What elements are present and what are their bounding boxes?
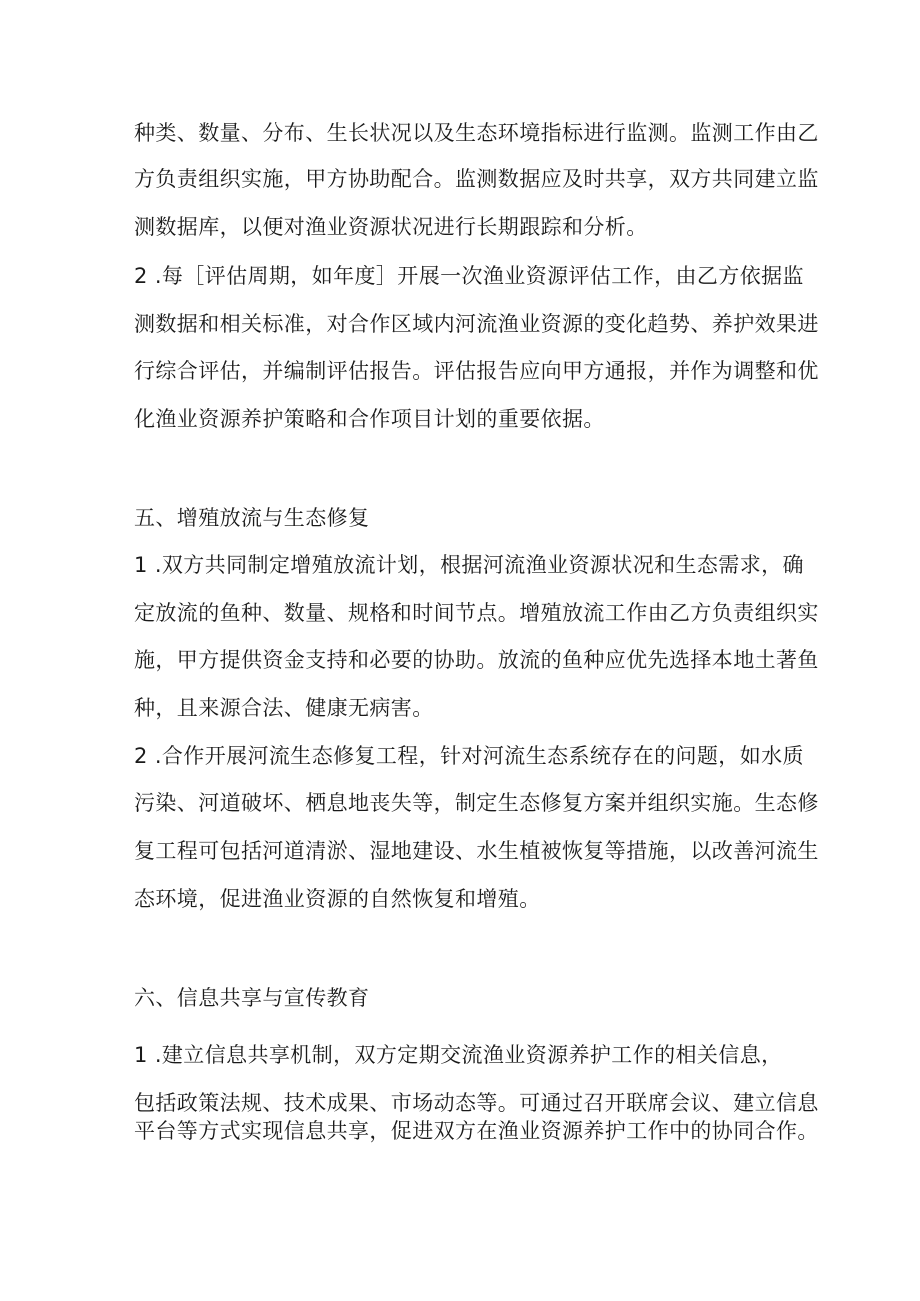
paragraph-line: 行综合评估，并编制评估报告。评估报告应向甲方通报，并作为调整和优 xyxy=(134,359,819,383)
paragraph-line: 化渔业资源养护策略和合作项目计划的重要依据。 xyxy=(134,407,605,431)
paragraph-line: 定放流的鱼种、数量、规格和时间节点。增殖放流工作由乙方负责组织实 xyxy=(134,601,819,625)
paragraph-line: 2 .每［评估周期，如年度］开展一次渔业资源评估工作，由乙方依据监 xyxy=(134,264,804,288)
paragraph-line: 种类、数量、分布、生长状况以及生态环境指标进行监测。监测工作由乙 xyxy=(134,121,819,145)
paragraph-line: 施，甲方提供资金支持和必要的协助。放流的鱼种应优先选择本地土著鱼 xyxy=(134,648,819,672)
paragraph-line: 态环境，促进渔业资源的自然恢复和增殖。 xyxy=(134,887,541,911)
section-heading: 五、增殖放流与生态修复 xyxy=(134,506,370,530)
paragraph-line: 1 .双方共同制定增殖放流计划，根据河流渔业资源状况和生态需求，确 xyxy=(134,553,804,577)
paragraph-line: 平台等方式实现信息共享，促进双方在渔业资源养护工作中的协同合作。 xyxy=(134,1119,819,1143)
paragraph-line: 测数据和相关标准，对合作区域内河流渔业资源的变化趋势、养护效果进 xyxy=(134,312,819,336)
paragraph-line: 复工程可包括河道清淤、湿地建设、水生植被恢复等措施，以改善河流生 xyxy=(134,839,819,863)
section-heading: 六、信息共享与宣传教育 xyxy=(134,986,370,1010)
paragraph-line: 2 .合作开展河流生态修复工程，针对河流生态系统存在的问题，如水质 xyxy=(134,744,804,768)
paragraph-line: 包括政策法规、技术成果、市场动态等。可通过召开联席会议、建立信息 xyxy=(134,1091,819,1115)
paragraph-line: 方负责组织实施，甲方协助配合。监测数据应及时共享，双方共同建立监 xyxy=(134,167,819,191)
paragraph-line: 测数据库，以便对渔业资源状况进行长期跟踪和分析。 xyxy=(134,215,648,239)
paragraph-line: 种，且来源合法、健康无病害。 xyxy=(134,696,434,720)
paragraph-line: 1 .建立信息共享机制，双方定期交流渔业资源养护工作的相关信息， xyxy=(134,1043,783,1067)
paragraph-line: 污染、河道破坏、栖息地丧失等，制定生态修复方案并组织实施。生态修 xyxy=(134,791,819,815)
